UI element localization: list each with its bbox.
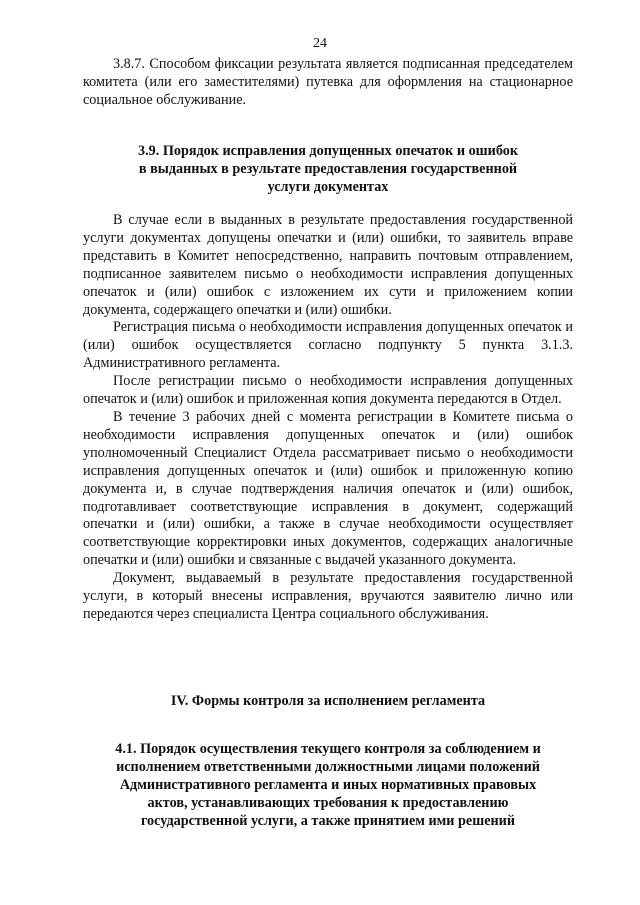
paragraph: В течение 3 рабочих дней с момента регистрации в Комитете письма о необходимости исправления допущенных опечаток и (или) ошибок уполномоченный Специалист Отдела рассматривает письмо о необходимости исправления допущенных опечаток и (или) ошибок и приложенную копию документа и, в случае подтверждения наличия опечаток и (или) ошибок, подготавливает соответствующие исправления в документ, содержащий опечатки и (или) ошибки, а также в случае необходимости осуществляет соответствующие корректировки иных документов, содержащих аналогичные опечатки и (или) ошибки и связанные с выдачей указанного документа.: [83, 408, 573, 569]
section-4-1-title-line: исполнением ответственными должностными лицами положений: [116, 759, 540, 775]
section-3-9-title-line: в выданных в результате предоставления государственной: [138, 161, 518, 177]
section-iv-title: IV. Формы контроля за исполнением регламента: [170, 693, 486, 709]
section-3-9-title: [83, 142, 573, 196]
section-4-1-title-line: государственной услуги, а также принятием ими решений: [140, 813, 516, 829]
paragraph: Регистрация письма о необходимости исправления допущенных опечаток и (или) ошибок осуществляется согласно подпункту 5 пункта 3.1.3. Административного регламента.: [83, 319, 573, 372]
section-3-9-title-line: услуги документах: [267, 179, 389, 195]
section-4-1-title-line: Административного регламента и иных нормативных правовых: [119, 777, 537, 793]
section-4-1-title: [83, 740, 573, 830]
item-3-8-7: 3.8.7. Способом фиксации результата является подписанная председателем комитета (или его заместителями) путевка для оформления на стационарное социальное обслуживание.: [83, 56, 573, 108]
paragraph: Документ, выдаваемый в результате предоставления государственной услуги, в который внесены исправления, вручаются заявителю лично или передаются через специалиста Центра социального обслуживания.: [83, 570, 573, 622]
section-3-9-body: [83, 212, 573, 624]
paragraph: После регистрации письмо о необходимости исправления допущенных опечаток и (или) ошибок и приложенная копия документа передаются в Отдел.: [83, 373, 573, 408]
paragraph: В случае если в выданных в результате предоставления государственной услуги документах допущены опечатки и (или) ошибки, то заявитель вправе представить в Комитет непосредственно, направить почтовым отправлением, подписанное заявителем письмо о необходимости исправления допущенных опечаток и (или) ошибок с изложением их сути и приложением копии документа, содержащего опечатки и (или) ошибки.: [83, 212, 573, 318]
section-4-1-title-line: актов, устанавливающих требования к предоставлению: [147, 795, 509, 811]
page-number: 24: [313, 36, 327, 51]
section-4-1-title-line: 4.1. Порядок осуществления текущего контроля за соблюдением и: [115, 741, 541, 757]
section-3-9-title-line: 3.9. Порядок исправления допущенных опечаток и ошибок: [137, 143, 518, 159]
